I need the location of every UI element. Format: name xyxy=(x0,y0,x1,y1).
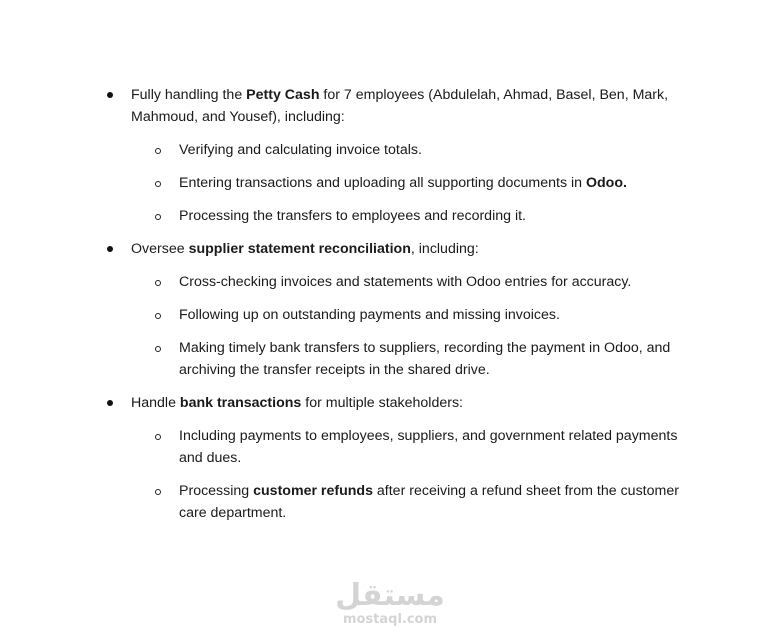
sub-item xyxy=(0,139,704,161)
watermark-logo: مستقل xyxy=(335,578,445,613)
bullet-disc-icon xyxy=(107,400,113,406)
sub-item-text-bold: Odoo. xyxy=(585,175,627,191)
item-text-pre: Handle xyxy=(131,395,180,411)
document-body xyxy=(0,84,782,535)
item-text-bold: Petty Cash xyxy=(246,87,320,103)
sub-item-text: Following up on outstanding payments and missing invoices. xyxy=(179,307,560,323)
sub-item xyxy=(0,205,704,227)
sub-item xyxy=(0,172,704,194)
sub-item xyxy=(0,480,704,524)
sub-item-text: Processing the transfers to employees and recording it. xyxy=(179,208,526,224)
bullet-circle-icon xyxy=(155,434,161,440)
item-text-bold: supplier statement reconciliation xyxy=(188,241,411,257)
bullet-circle-icon xyxy=(155,280,161,286)
item-text-post: for 7 employees (Abdulelah, Ahmad, Basel, Ben, Mark, Mahmoud, and Yousef), including: xyxy=(131,87,669,125)
item-text-bold: bank transactions xyxy=(179,395,302,411)
watermark-url: mostaql.com xyxy=(342,612,438,627)
bullet-item-supplier-reconciliation xyxy=(0,238,691,260)
sub-item-text-pre: Entering transactions and uploading all supporting documents in xyxy=(179,175,586,191)
bullet-circle-icon xyxy=(155,346,161,352)
bullet-circle-icon xyxy=(155,148,161,154)
sub-item-text-post: after receiving a refund sheet from the customer care department. xyxy=(179,483,679,521)
bullet-circle-icon xyxy=(155,181,161,187)
item-text-pre: Fully handling the xyxy=(131,87,247,103)
sub-item-text: Cross-checking invoices and statements with Odoo entries for accuracy. xyxy=(179,274,632,290)
sub-item xyxy=(0,271,704,293)
item-text-pre: Oversee xyxy=(131,241,189,257)
bullet-disc-icon xyxy=(107,92,113,98)
sub-item-text: Including payments to employees, suppliers, and government related payments and dues. xyxy=(179,428,678,466)
bullet-circle-icon xyxy=(155,214,161,220)
sub-item xyxy=(0,337,704,381)
sub-item-text-bold: customer refunds xyxy=(253,483,373,499)
bullet-circle-icon xyxy=(155,313,161,319)
item-text-post: for multiple stakeholders: xyxy=(301,395,463,411)
bullet-circle-icon xyxy=(155,489,161,495)
sub-item xyxy=(0,425,704,469)
sub-item-text: Verifying and calculating invoice totals. xyxy=(179,142,422,158)
sub-item xyxy=(0,304,704,326)
watermark xyxy=(330,580,450,628)
bullet-disc-icon xyxy=(107,246,113,252)
item-text-post: , including: xyxy=(410,241,479,257)
bullet-item-petty-cash xyxy=(0,84,691,128)
sub-item-text: Making timely bank transfers to suppliers, recording the payment in Odoo, and archiving the transfer receipts in the shared drive. xyxy=(179,340,671,378)
sub-item-text-pre: Processing xyxy=(179,483,254,499)
bullet-item-bank-transactions xyxy=(0,392,691,414)
